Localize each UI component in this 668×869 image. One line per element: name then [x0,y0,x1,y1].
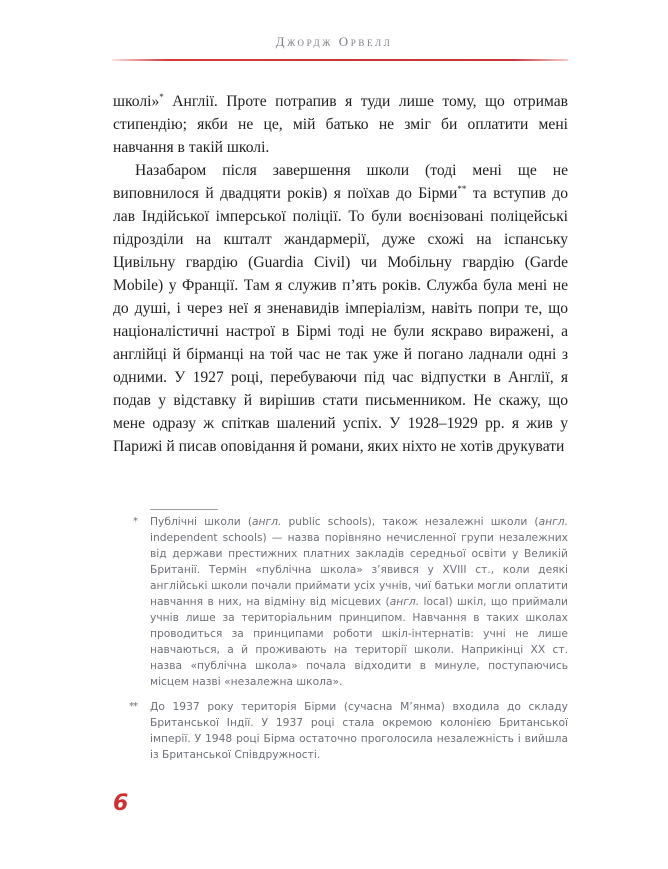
footnote-abbr: англ. [252,515,282,528]
paragraph-1 [113,90,568,159]
paragraph-text: та вступив до лав Індійської імперської поліції. То були воєнізовані поліцейські підрозділи на кшталт жандармерії, дуже схожі на іспанську Цивільну гвардію (Guardia Civil) чи Мобільну гвардію (Garde Mobile) у Франції. Там я служив п’ять років. Служба була мені не до душі, і через неї я зненавидів імперіалізм, навіть попри те, що націоналістичні настрої в Бірмі тоді не були яскраво виражені, а англійці й бірманці на той час не так уже й погано ладнали одні з одними. У 1927 році, перебуваючи під час відпустки в Англії, я подав у відставку й вирішив стати письменником. Не скажу, що мене одразу ж спіткав шалений успіх. У 1928–1929 рр. я жив у Парижі й писав оповідання й романи, яких ніхто не хотів друкувати [113,185,568,455]
footnote-text: local) шкіл, що приймали учнів лише за територіальним принципом. Навчання в таких школах проводиться за принципами роботи шкіл-інтернатів: учні не лише навчаються, а й проживають на території школи. Наприкінці XX ст. назва «публічна школа» почала відходити в минуле, поступаючись місцем назві «незалежна школа». [150,595,568,688]
paragraph-text: Назабаром після завершення школи (тоді мені ще не виповнилося й двадцяти років) я поїхав до Бірми [113,162,568,202]
footnote-mark: * [133,516,137,527]
footnote-divider [150,509,218,510]
footnote-2 [129,699,568,763]
paragraph-text: Англії. Проте потрапив я туди лише тому, що отримав стипендію; якби не це, мій батько не зміг би оплатити мені навчання в такій школі. [113,93,568,156]
footnote-text: independent schools) — назва порівняно нечисленної групи незалежних від держави престижних платних закладів середньої освіти у Великій Британії. Термін «публічна школа» з’явився у XVIII ст., коли деякі англійські школи почали приймати усіх учнів, чиї батьки могли оплатити навчання в них, на відміну від місцевих ( [150,531,568,608]
paragraph-2 [113,159,568,458]
footnote-1 [133,514,568,690]
footnote-text: Публічні школи ( [150,515,252,528]
footnote-text: public schools), також незалежні школи ( [281,515,539,528]
footnote-ref: ** [457,184,467,194]
running-head: Джордж Орвелл [275,34,393,49]
page-number: 6 [113,791,129,816]
footnote-text: До 1937 року територія Бірми (сучасна М’янма) входила до складу Британської Індії. У 1937 році стала окремою колонією Британської імперії. У 1948 році Бірма остаточно проголосила незалежність і вийшла із Британської Співдружності. [150,700,568,761]
footnote-mark: ** [129,701,137,712]
footnotes [129,514,568,763]
main-text [113,90,568,458]
footnote-abbr: англ. [538,515,568,528]
footnote-abbr: англ. [389,595,420,608]
paragraph-text: школі» [113,93,160,110]
footnote-ref: * [159,92,164,102]
header-rule [112,59,568,61]
